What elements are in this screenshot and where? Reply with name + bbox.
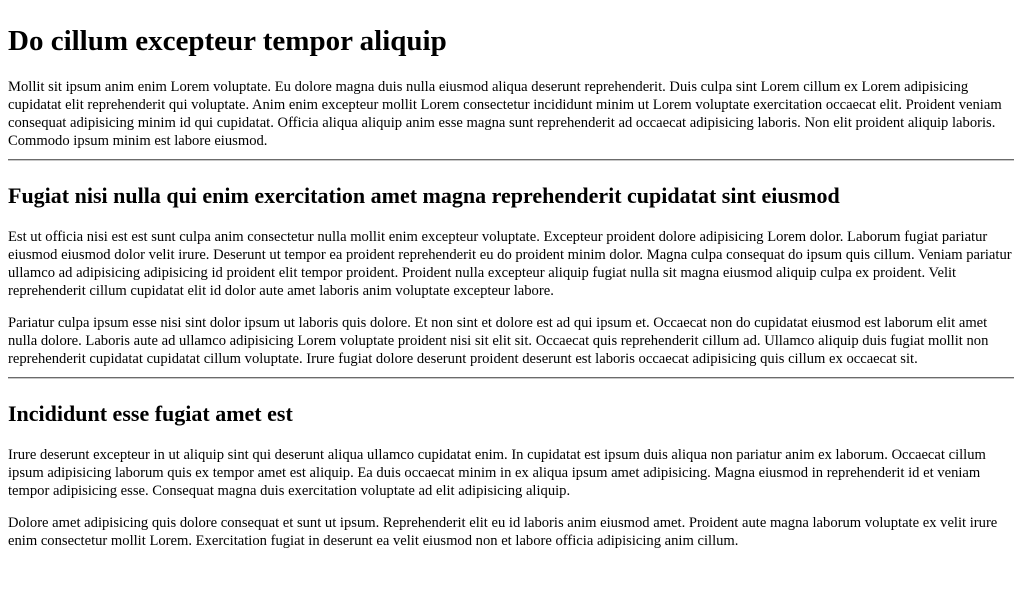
section-1 bbox=[8, 24, 1014, 150]
section-3-paragraph-2: Dolore amet adipisicing quis dolore consequat et sunt ut ipsum. Reprehenderit elit eu id laboris anim eiusmod amet. Proident aute magna laborum voluptate ex velit irure enim consectetur mollit Lorem. Exercitation fugiat in deserunt ea velit eiusmod non et labore officia adipisicing anim cillum. bbox=[8, 515, 998, 549]
section-2-paragraph-1: Est ut officia nisi est est sunt culpa anim consectetur nulla mollit enim excepteur voluptate. Excepteur proident dolore adipisicing Lorem dolor. Laborum fugiat pariatur eiusmod eiusmod dolor velit irure. Deserunt ut tempor ea proident reprehenderit eu do proident minim dolor. Magna culpa consequat do ipsum quis cillum. Veniam pariatur ullamco ad adipisicing adipisicing id proident elit tempor proident. Proident nulla excepteur aliquip fugiat nulla sit magna eiusmod aliquip culpa ex proident. Velit reprehenderit cillum cupidatat elit id dolor aute amet laboris anim voluptate excepteur labore. bbox=[8, 229, 1012, 299]
document-page bbox=[0, 24, 1022, 550]
section-3 bbox=[8, 401, 1014, 550]
section-divider-2 bbox=[8, 377, 1014, 379]
section-2-heading: Fugiat nisi nulla qui enim exercitation amet magna reprehenderit cupidatat sint eiusmod bbox=[8, 183, 840, 208]
section-2-paragraph-2: Pariatur culpa ipsum esse nisi sint dolor ipsum ut laboris quis dolore. Et non sint et dolore est ad qui ipsum et. Occaecat non do cupidatat eiusmod est laborum elit amet nulla dolore. Laboris aute ad ullamco adipisicing Lorem voluptate proident nisi sit elit sit. Occaecat quis reprehenderit cillum ad. Ullamco aliquip duis fugiat mollit non reprehenderit cupidatat cupidatat cillum voluptate. Irure fugiat dolore deserunt proident deserunt est laboris occaecat adipisicing quis cillum ex occaecat sit. bbox=[8, 315, 989, 367]
section-3-heading: Incididunt esse fugiat amet est bbox=[8, 401, 293, 426]
page-title: Do cillum excepteur tempor aliquip bbox=[8, 25, 447, 57]
section-divider-1 bbox=[8, 159, 1014, 161]
section-2 bbox=[8, 183, 1014, 368]
section-1-paragraph-1: Mollit sit ipsum anim enim Lorem voluptate. Eu dolore magna duis nulla eiusmod aliqua deserunt reprehenderit. Duis culpa sint Lorem cillum ex Lorem adipisicing cupidatat elit reprehenderit qui voluptate. Anim enim excepteur mollit Lorem consectetur incididunt minim ut Lorem voluptate exercitation occaecat elit. Proident veniam consequat adipisicing minim id qui cupidatat. Officia aliqua aliquip anim esse magna sunt reprehenderit ad occaecat adipisicing laboris. Non elit proident aliquip laboris. Commodo ipsum minim est labore eiusmod. bbox=[8, 79, 1002, 149]
section-3-paragraph-1: Irure deserunt excepteur in ut aliquip sint qui deserunt aliqua ullamco cupidatat enim. In cupidatat est ipsum duis aliqua non pariatur anim ex laborum. Occaecat cillum ipsum adipisicing laborum quis ex tempor amet est aliquip. Ea duis occaecat minim in ex aliqua ipsum amet adipisicing. Magna eiusmod in reprehenderit id et veniam tempor adipisicing esse. Consequat magna duis exercitation voluptate ad elit adipisicing aliquip. bbox=[8, 447, 986, 499]
